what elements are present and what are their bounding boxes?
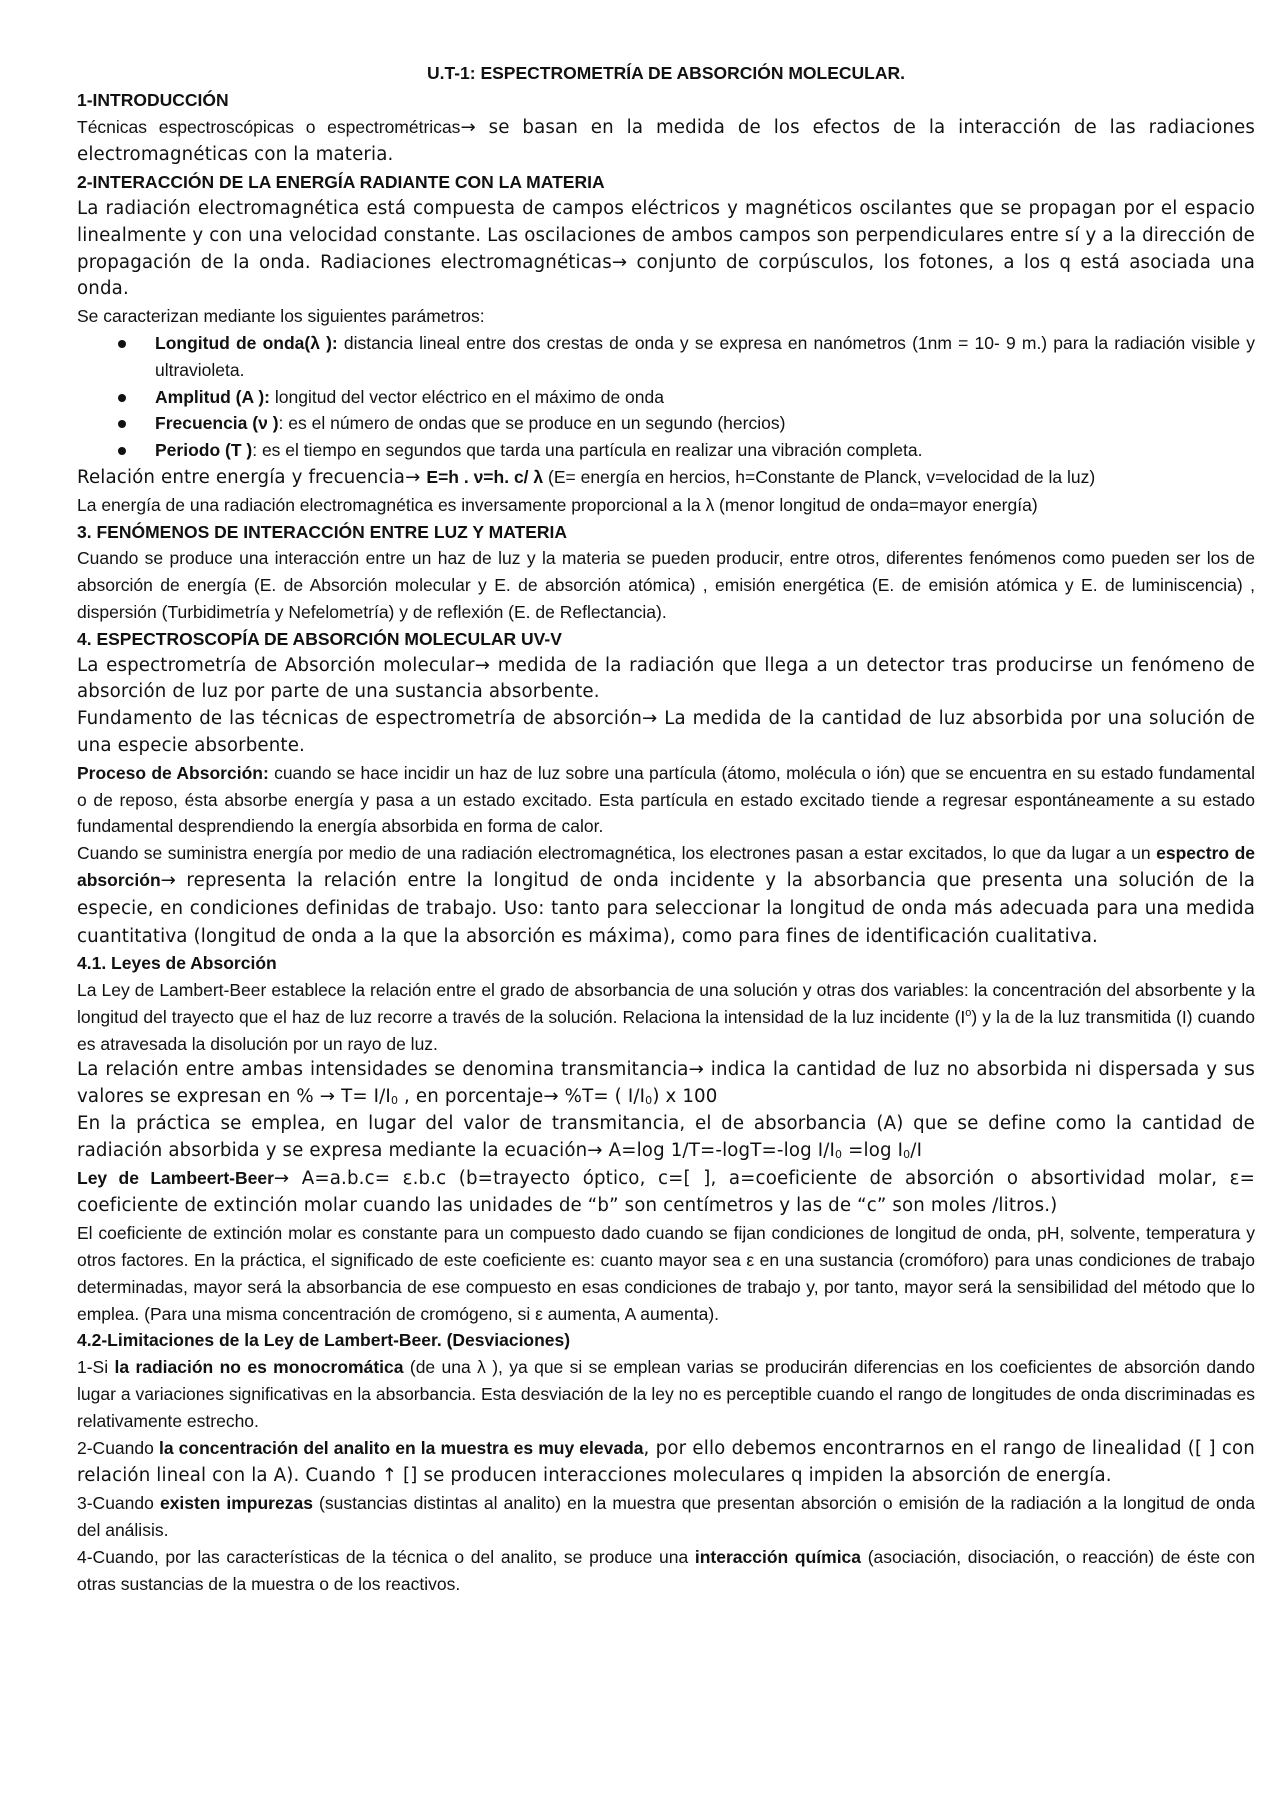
subscript-0: 0 bbox=[903, 1147, 911, 1161]
proceso-term: Proceso de Absorción: bbox=[77, 762, 269, 783]
lb-text-b: ) y la de la luz transmitida (I) cuando es atravesada la disolución por un rayo de luz. bbox=[77, 1006, 1255, 1054]
list-item bbox=[155, 384, 1255, 411]
paragraph-absorbancia bbox=[77, 1111, 1255, 1165]
paragraph-espectrometria: La espectrometría de Absorción molecular→ medida de la radiación que llega a un detector tras producirse un fenómeno de absorción de luz por parte de una sustancia absorbente. bbox=[77, 654, 1255, 703]
relation-legend: (E= energía en hercios, h=Constante de Planck, v=velocidad de la luz) bbox=[543, 466, 1096, 487]
paragraph-radiacion: La radiación electromagnética está compuesta de campos eléctricos y magnéticos oscilantes que se propagan por el espacio linealmente y con una velocidad constante. Las oscilaciones de ambos campos son perpendiculares entre sí y a la dirección de propagación de la onda. Radiaciones electromagnéticas→ conjunto de corpúsculos, los fotones, a los q está asociada una onda. bbox=[77, 197, 1255, 300]
lim1-prefix: 1-Si bbox=[77, 1357, 115, 1378]
section-heading-fenomenos: 3. FENÓMENOS DE INTERACCIÓN ENTRE LUZ Y MATERIA bbox=[77, 521, 568, 542]
paragraph-limitacion-1 bbox=[77, 1354, 1255, 1434]
relation-formula: E=h . ν=h. c/ λ bbox=[426, 466, 544, 487]
intro-text-a: Técnicas espectroscópicas o espectrométricas bbox=[77, 116, 461, 137]
trans-text-b: , en porcentaje→ %T= ( I/I bbox=[398, 1086, 646, 1108]
bullet-term: Amplitud (A ): bbox=[155, 386, 271, 407]
subscript-0: 0 bbox=[645, 1094, 653, 1108]
superscript-o: o bbox=[965, 1007, 972, 1020]
lim4-prefix: 4-Cuando, por las características de la técnica o del analito, se produce una bbox=[77, 1546, 695, 1567]
trans-text-a: La relación entre ambas intensidades se denomina transmitancia→ indica la cantidad de luz no absorbida ni dispersada y sus valores se expresan en % → T= I/I bbox=[77, 1059, 1255, 1108]
section-heading-interaccion: 2-INTERACCIÓN DE LA ENERGÍA RADIANTE CON LA MATERIA bbox=[77, 172, 605, 193]
abs-text-b: =log I bbox=[842, 1139, 904, 1161]
list-item bbox=[155, 437, 1255, 464]
list-item bbox=[155, 330, 1255, 384]
trans-text-c: ) x 100 bbox=[652, 1086, 718, 1108]
espectro-text-a: Cuando se suministra energía por medio de una radiación electromagnética, los electrones pasan a estar excitados, lo que da lugar a un bbox=[77, 843, 1157, 864]
lim2-text: , por ello debemos encontrarnos en el rango de linealidad ([ ] con relación lineal con la A). Cuando ↑ [] se producen interacciones moleculares q impiden la absorción de energía. bbox=[77, 1437, 1255, 1487]
bullet-term: Longitud de onda(λ ): bbox=[155, 332, 338, 353]
parameter-list bbox=[77, 330, 1255, 464]
section-heading-espectroscopia: 4. ESPECTROSCOPÍA DE ABSORCIÓN MOLECULAR UV-V bbox=[77, 628, 562, 649]
lim2-prefix: 2-Cuando bbox=[77, 1437, 159, 1458]
abs-text-c: /I bbox=[910, 1139, 923, 1161]
section-heading-introduccion: 1-INTRODUCCIÓN bbox=[77, 89, 229, 110]
paragraph-lambert-beer bbox=[77, 977, 1255, 1057]
paragraph-energia-proporcional: La energía de una radiación electromagnética es inversamente proporcional a la λ (menor longitud de onda=mayor energía) bbox=[77, 494, 1038, 515]
subscript-0: 0 bbox=[835, 1147, 843, 1161]
section-heading-limitaciones: 4.2-Limitaciones de la Ley de Lambert-Beer. (Desviaciones) bbox=[77, 1330, 571, 1351]
lim3-term: existen impurezas bbox=[159, 1493, 313, 1514]
paragraph-coeficiente-extincion: El coeficiente de extinción molar es constante para un compuesto dado cuando se fijan condiciones de longitud de onda, pH, solvente, temperatura y otros factores. En la práctica, el significado de este coeficiente es: cuanto mayor sea ε en una sustancia (cromóforo) para unas condiciones de trabajo determinadas, mayor será la absorbancia de ese compuesto en esas condiciones de trabajo y, por tanto, mayor será la sensibilidad del método que lo emplea. (Para una misma concentración de cromógeno, si ε aumenta, A aumenta). bbox=[77, 1223, 1255, 1324]
abs-text-a: En la práctica se emplea, en lugar del valor de transmitancia, el de absorbancia (A) que se define como la cantidad de radiación absorbida y se expresa mediante la ecuación→ A=log 1/T=-logT=-log I/I bbox=[77, 1113, 1255, 1161]
espectro-term: espectro de absorción bbox=[77, 843, 1256, 890]
relation-text: Relación entre energía y frecuencia→ bbox=[77, 466, 427, 488]
lim4-term: interacción química bbox=[694, 1546, 862, 1567]
paragraph-introduccion bbox=[77, 114, 1255, 170]
paragraph-proceso-absorcion bbox=[77, 760, 1255, 840]
section-heading-leyes: 4.1. Leyes de Absorción bbox=[77, 953, 277, 974]
lb-text-a: La Ley de Lambert-Beer establece la relación entre el grado de absorbancia de una solución y otras dos variables: la concentración del absorbente y la longitud del trayecto que el haz de luz recorre a través de la solución. Relaciona la intensidad de la luz incidente (I bbox=[77, 980, 1255, 1027]
paragraph-limitacion-4 bbox=[77, 1544, 1255, 1598]
bullet-text: : es el tiempo en segundos que tarda una partícula en realizar una vibración completa. bbox=[252, 440, 923, 461]
paragraph-transmitancia bbox=[77, 1057, 1255, 1111]
paragraph-limitacion-3 bbox=[77, 1490, 1255, 1544]
ley-text: → A=a.b.c= ε.b.c (b=trayecto óptico, c=[ ], a=coeficiente de absorción o absortividad molar, ε= coeficiente de extinción molar cuando las unidades de “b” son centímetros y las de “c” son moles /litros.) bbox=[77, 1167, 1255, 1217]
lim2-term: la concentración del analito en la muestra es muy elevada bbox=[158, 1437, 644, 1458]
espectro-text-b: → representa la relación entre la longitud de onda incidente y la absorbancia que presenta una solución de la especie, en condiciones definidas de trabajo. Uso: tanto para seleccionar la longitud de onda más adecuada para una medida cuantitativa (longitud de onda a la que la absorción es máxima), como para fines de identificación cualitativa. bbox=[77, 869, 1255, 947]
lim1-text: (de una λ ), ya que si se emplean varias se producirán diferencias en los coeficientes de absorción dando lugar a variaciones significativas en la absorbancia. Esta desviación de la ley no es perceptible cuando el rango de longitudes de onda discriminadas es relativamente estrecho. bbox=[77, 1357, 1256, 1431]
paragraph-limitacion-2 bbox=[77, 1435, 1255, 1491]
bullet-term: Frecuencia (ν ) bbox=[155, 413, 279, 434]
paragraph-fenomenos: Cuando se produce una interacción entre un haz de luz y la materia se pueden producir, entre otros, diferentes fenómenos como pueden ser los de absorción de energía (E. de Absorción molecular y E. de absorción atómica) , emisión energética (E. de emisión atómica y E. de luminiscencia) , dispersión (Turbidimetría y Nefelometría) y de reflexión (E. de Reflectancia). bbox=[77, 548, 1255, 622]
paragraph-fundamento: Fundamento de las técnicas de espectrometría de absorción→ La medida de la cantidad de luz absorbida por una solución de una especie absorbente. bbox=[77, 708, 1255, 756]
proceso-text: cuando se hace incidir un haz de luz sobre una partícula (átomo, molécula o ión) que se encuentra en su estado fundamental o de reposo, ésta absorbe energía y pasa a un estado excitado. Esta partícula en estado excitado tiende a regresar espontáneamente a su estado fundamental desprendiendo la energía absorbida en forma de calor. bbox=[77, 762, 1255, 837]
list-item bbox=[155, 410, 1255, 437]
paragraph-parametros-intro: Se caracterizan mediante los siguientes parámetros: bbox=[77, 306, 485, 327]
intro-text-b: → se basan en la medida de los efectos de la interacción de las radiaciones electromagnéticas con la materia. bbox=[77, 116, 1255, 166]
lim4-text: (asociación, disociación, o reacción) de éste con otras sustancias de la muestra o de los reactivos. bbox=[77, 1546, 1255, 1594]
bullet-text: : es el número de ondas que se produce en un segundo (hercios) bbox=[278, 413, 786, 434]
lim3-prefix: 3-Cuando bbox=[77, 1493, 160, 1514]
document-title: U.T-1: ESPECTROMETRÍA DE ABSORCIÓN MOLECULAR. bbox=[426, 63, 906, 83]
bullet-text: longitud del vector eléctrico en el máximo de onda bbox=[270, 386, 664, 407]
paragraph-espectro-absorcion bbox=[77, 840, 1255, 950]
paragraph-ley-lambeert-beer bbox=[77, 1165, 1255, 1221]
lim1-term: la radiación no es monocromática bbox=[114, 1357, 404, 1378]
ley-term: Ley de Lambeert-Beer bbox=[77, 1167, 274, 1188]
bullet-text: distancia lineal entre dos crestas de onda y se expresa en nanómetros (1nm = 10- 9 m.) para la radiación visible y ultravioleta. bbox=[155, 332, 1255, 380]
subscript-0: 0 bbox=[390, 1094, 399, 1108]
bullet-term: Periodo (T ) bbox=[155, 440, 253, 461]
lim3-text: (sustancias distintas al analito) en la muestra que presentan absorción o emisión de la radiación a la longitud de onda del análisis. bbox=[77, 1493, 1255, 1541]
paragraph-relacion-energia bbox=[77, 464, 1255, 492]
